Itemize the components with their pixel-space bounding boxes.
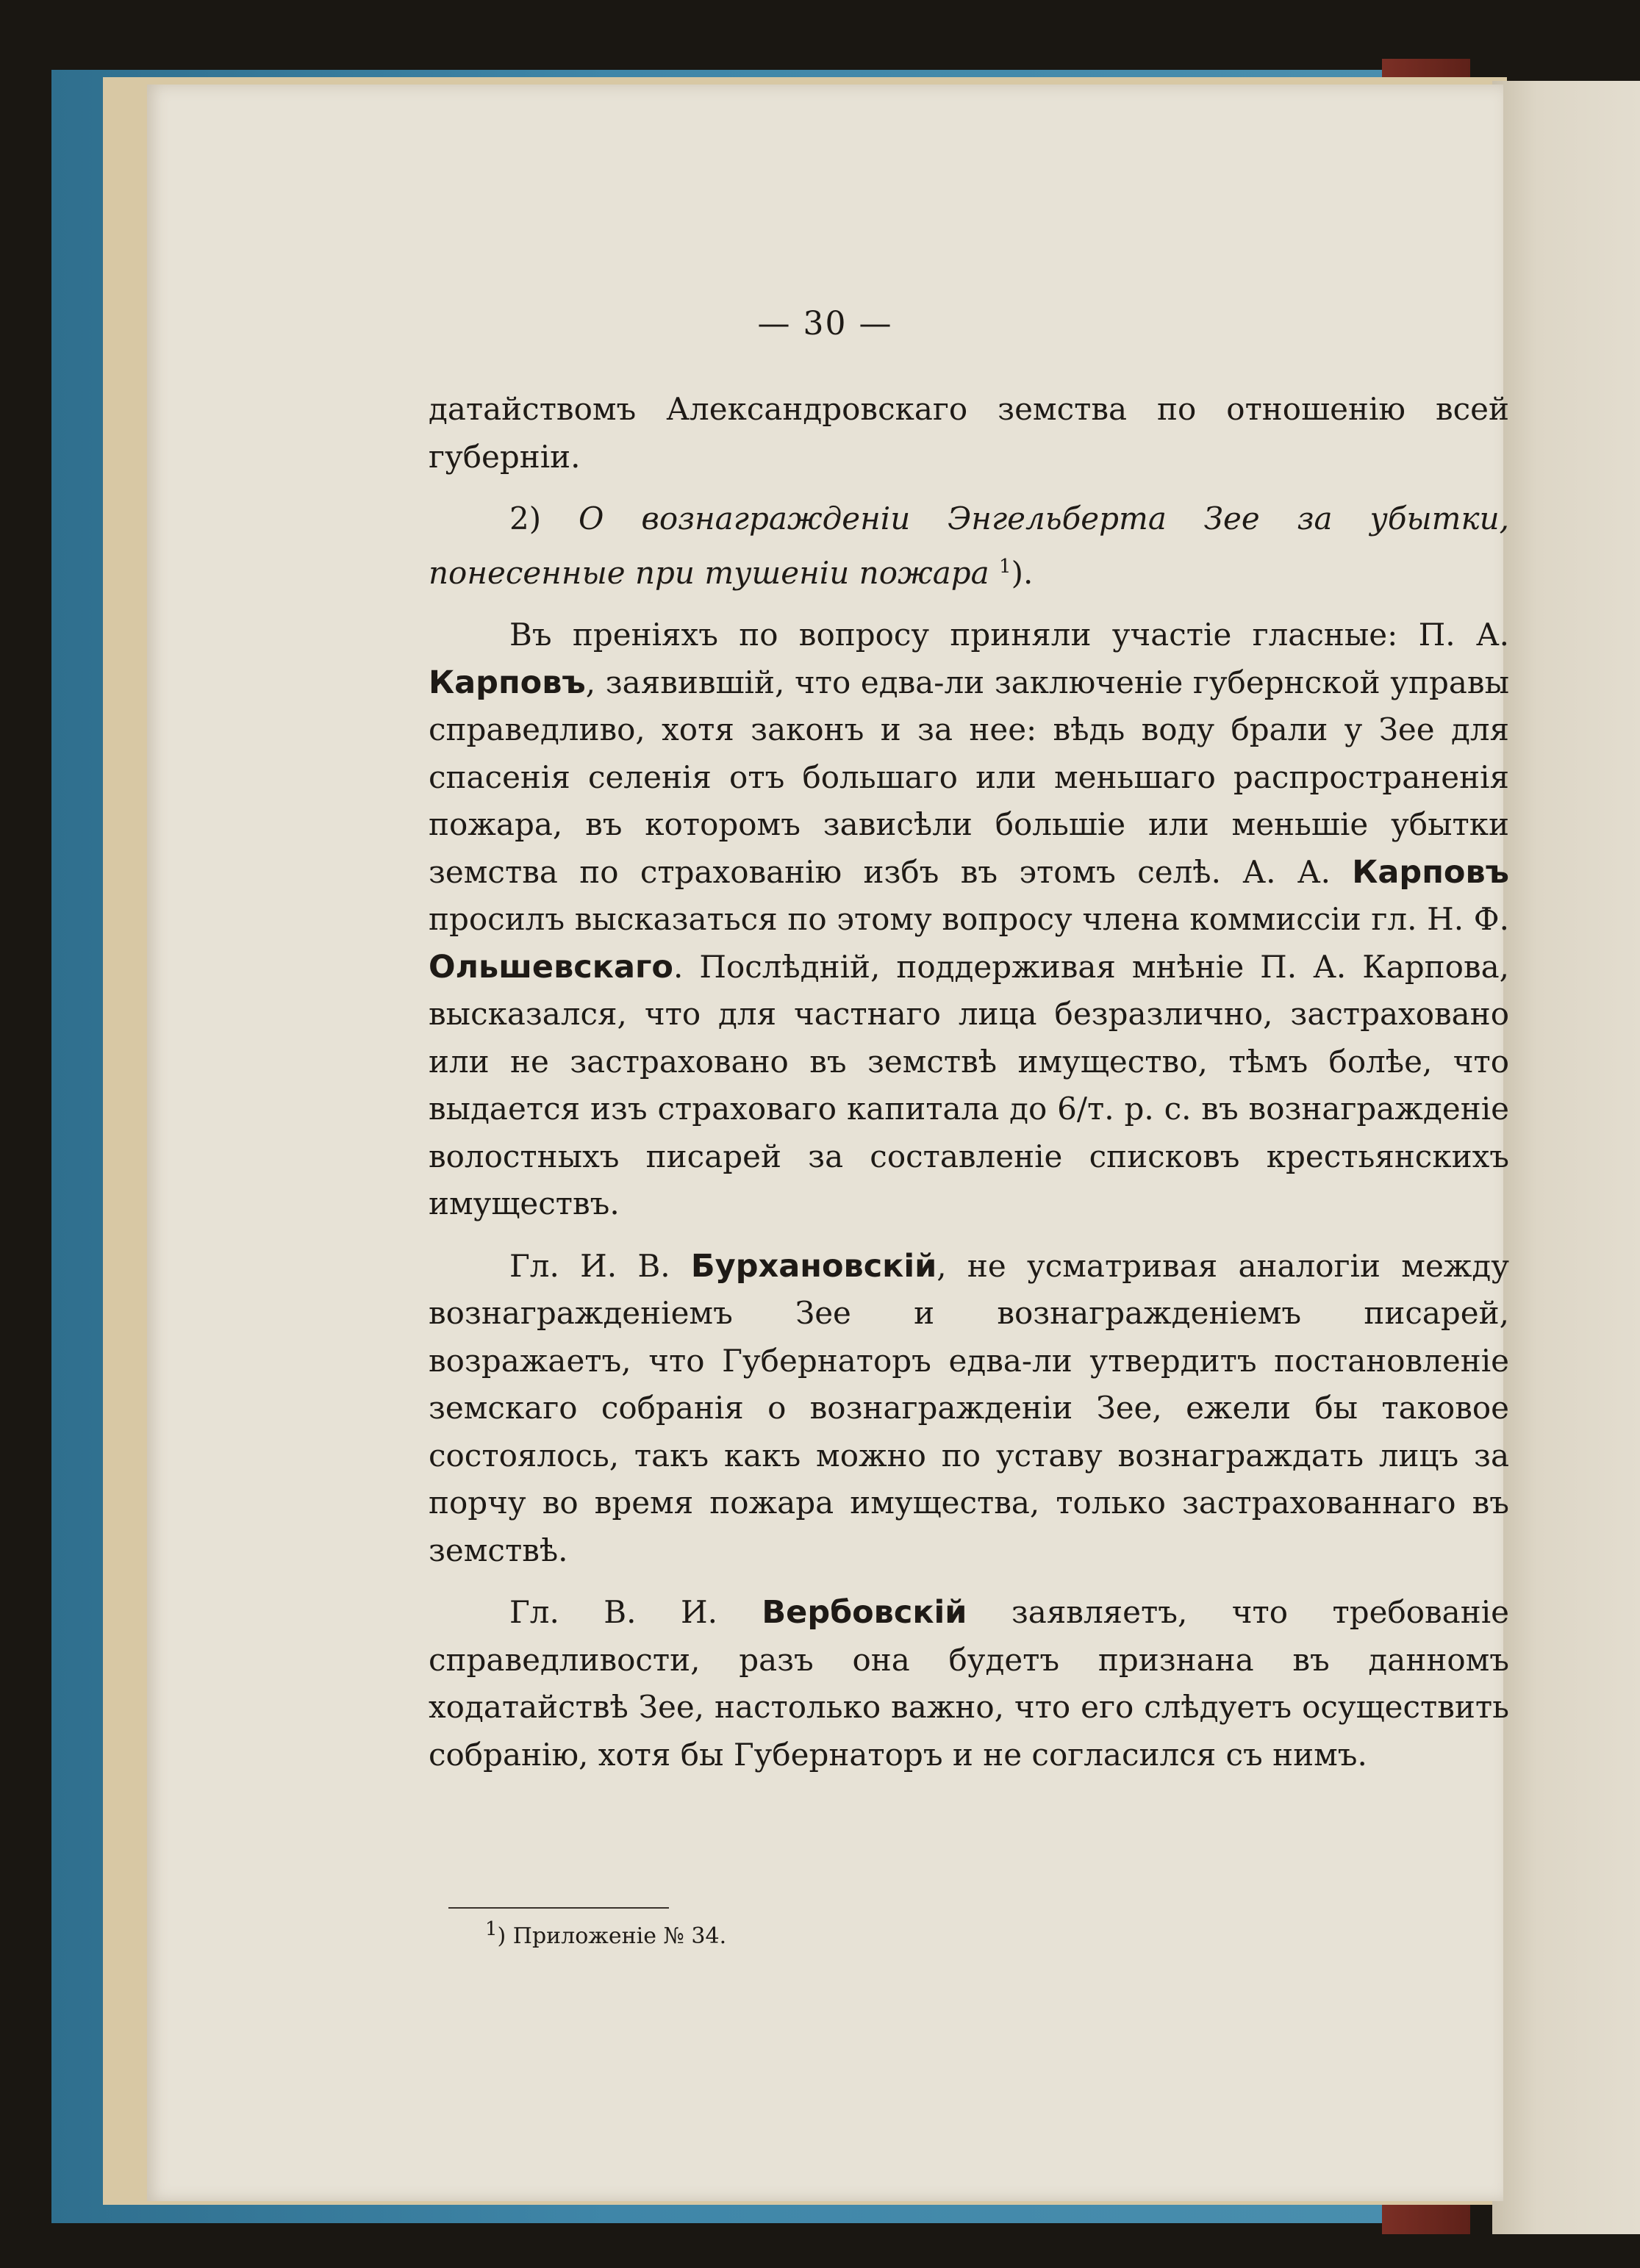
footnote-text: ) Приложеніе № 34. (497, 1923, 727, 1949)
document-page (147, 85, 1510, 2201)
paragraph-4 (429, 1243, 1509, 1575)
paragraph-5 (429, 1589, 1509, 1779)
speaker-name: Вербовскій (762, 1594, 967, 1631)
body-text (429, 386, 1509, 1793)
text-span: заявляетъ, что требованіе справедливости, разъ она будетъ признана въ данномъ ходатайствѣ Зее, настолько важно, что его слѣдуетъ осуществить собранію, хотя бы Губернаторъ и не согласился съ нимъ. (429, 1594, 1509, 1773)
footnote-rule (448, 1907, 669, 1909)
speaker-name: Ольшевскаго (429, 948, 673, 986)
item-heading: О вознагражденіи Энгельберта Зее за убытки, понесенные при тушеніи пожара (429, 500, 1509, 591)
text-span: Гл. И. В. (509, 1247, 691, 1284)
paragraph-2 (429, 495, 1509, 597)
footnote (485, 1918, 726, 1949)
text-span: Гл. В. И. (509, 1594, 762, 1630)
speaker-name: Бурхановскій (690, 1247, 937, 1285)
text-span: . Послѣдній, поддерживая мнѣніе П. А. Карпова, высказался, что для частнаго лица безразлично, застраховано или не застраховано въ земствѣ имущество, тѣмъ болѣе, что выдается изъ страховаго капитала до 6/т. р. с. въ вознагражденіе волостныхъ писарей за составленіе списковъ крестьянскихъ имуществъ. (429, 948, 1509, 1221)
next-page-edge (1492, 81, 1640, 2234)
speaker-name: Карповъ (429, 664, 586, 701)
item-number: 2) (509, 500, 579, 537)
text-span: , заявившій, что едва-ли заключеніе губернской управы справедливо, хотя законъ и за нее: вѣдь воду брали у Зее для спасенія селенія отъ большаго или меньшаго распространенія пожара, въ которомъ зависѣли большіе или меньшіе убытки земства по страхованію избъ въ этомъ селѣ. А. А. (429, 664, 1509, 890)
text-span: Въ преніяхъ по вопросу приняли участіе гласные: П. А. (509, 617, 1509, 653)
text-span: просилъ высказаться по этому вопросу члена коммиссіи гл. Н. Ф. (429, 901, 1509, 937)
item-heading-end: ). (1011, 554, 1034, 591)
text-span: , не усматривая аналогіи между вознагражденіемъ Зее и вознагражденіемъ писарей, возражаетъ, что Губернаторъ едва-ли утвердитъ постановленіе земскаго собранія о вознагражденіи Зее, ежели бы таковое состоялось, такъ какъ можно по уставу вознаграждать лицъ за порчу во время пожара имущества, только застрахованнаго въ земствѣ. (429, 1247, 1510, 1568)
paragraph-1: датайствомъ Александровскаго земства по отношенію всей губерніи. (429, 391, 1509, 475)
page-number: — 30 — (757, 305, 893, 342)
paragraph-3 (429, 611, 1509, 1228)
footnote-marker: 1 (485, 1918, 498, 1940)
speaker-name: Карповъ (1352, 853, 1509, 891)
footnote-ref: 1 (999, 555, 1011, 578)
